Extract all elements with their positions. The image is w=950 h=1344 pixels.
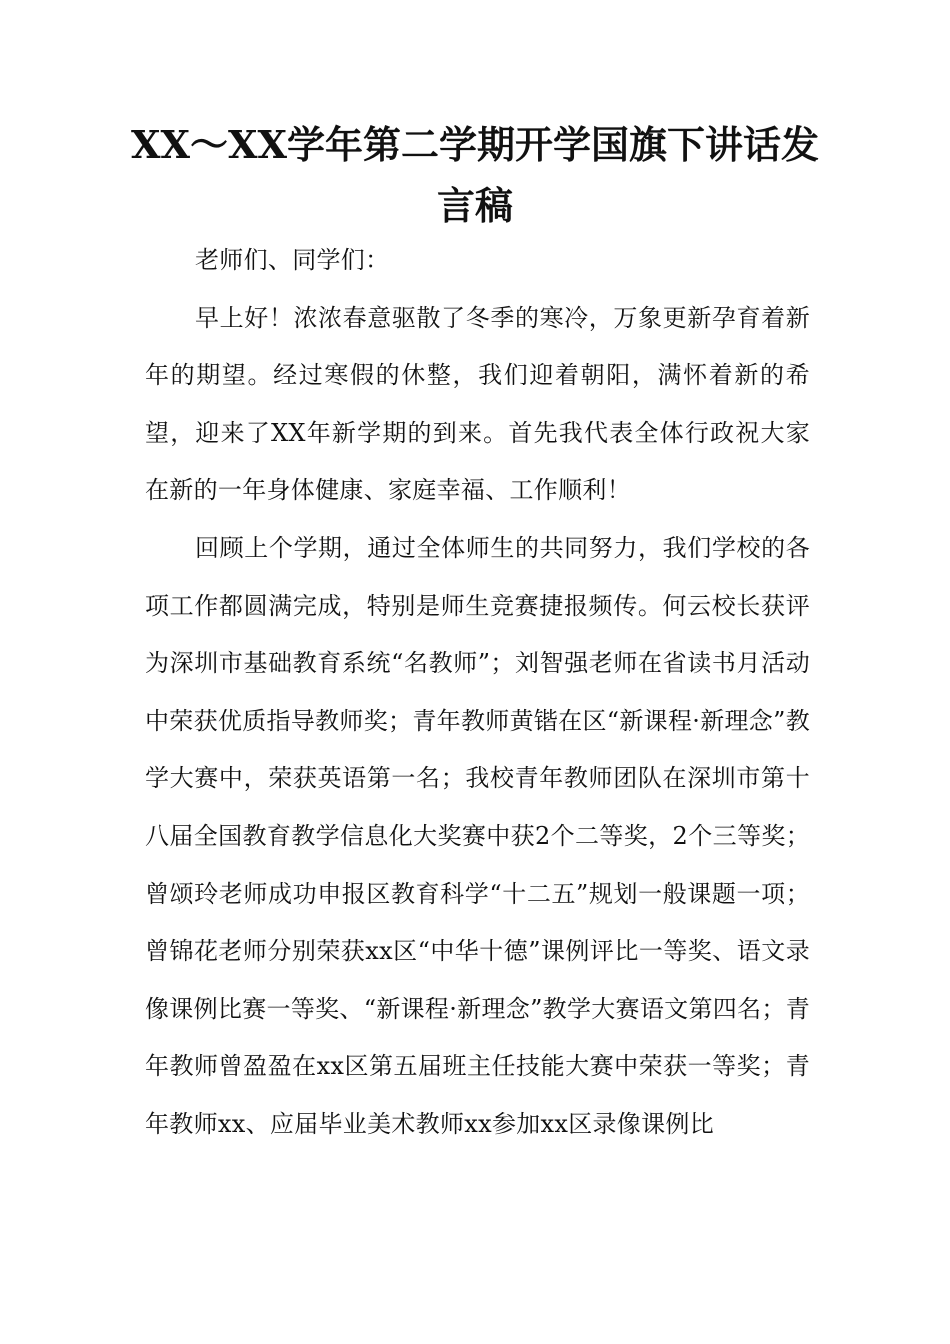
salutation-paragraph: 老师们、同学们： — [195, 246, 390, 274]
review-paragraph: 回顾上个学期，通过全体师生的共同努力，我们学校的各项工作都圆满完成，特别是师生竞赛捷报频传。何云校长获评为深圳市基础教育系统“名教师”；刘智强老师在省读书月活动中荣获优质指导教师奖；青年教师黄锴在区“新课程·新理念”教学大赛中，荣获英语第一名；我校青年教师团队在深圳市第十八届全国教育教学信息化大奖赛中获2个二等奖，2个三等奖；曾颂玲老师成功申报区教育科学“十二五”规划一般课题一项；曾锦花老师分别荣获xx区“中华十德”课例评比一等奖、语文录像课例比赛一等奖、“新课程·新理念”教学大赛语文第四名；青年教师曾盈盈在xx区第五届班主任技能大赛中荣获一等奖；青年教师xx、应届毕业美术教师xx参加xx区录像课例比 — [145, 533, 810, 1138]
document-title: XX～XX学年第二学期开学国旗下讲话发言稿 — [131, 122, 819, 228]
greeting-paragraph: 早上好！浓浓春意驱散了冬季的寒冷，万象更新孕育着新年的期望。经过寒假的休整，我们迎着朝阳，满怀着新的希望，迎来了XX年新学期的到来。首先我代表全体行政祝大家在新的一年身体健康、家庭幸福、工作顺利！ — [145, 303, 810, 505]
document-body — [145, 232, 810, 1154]
